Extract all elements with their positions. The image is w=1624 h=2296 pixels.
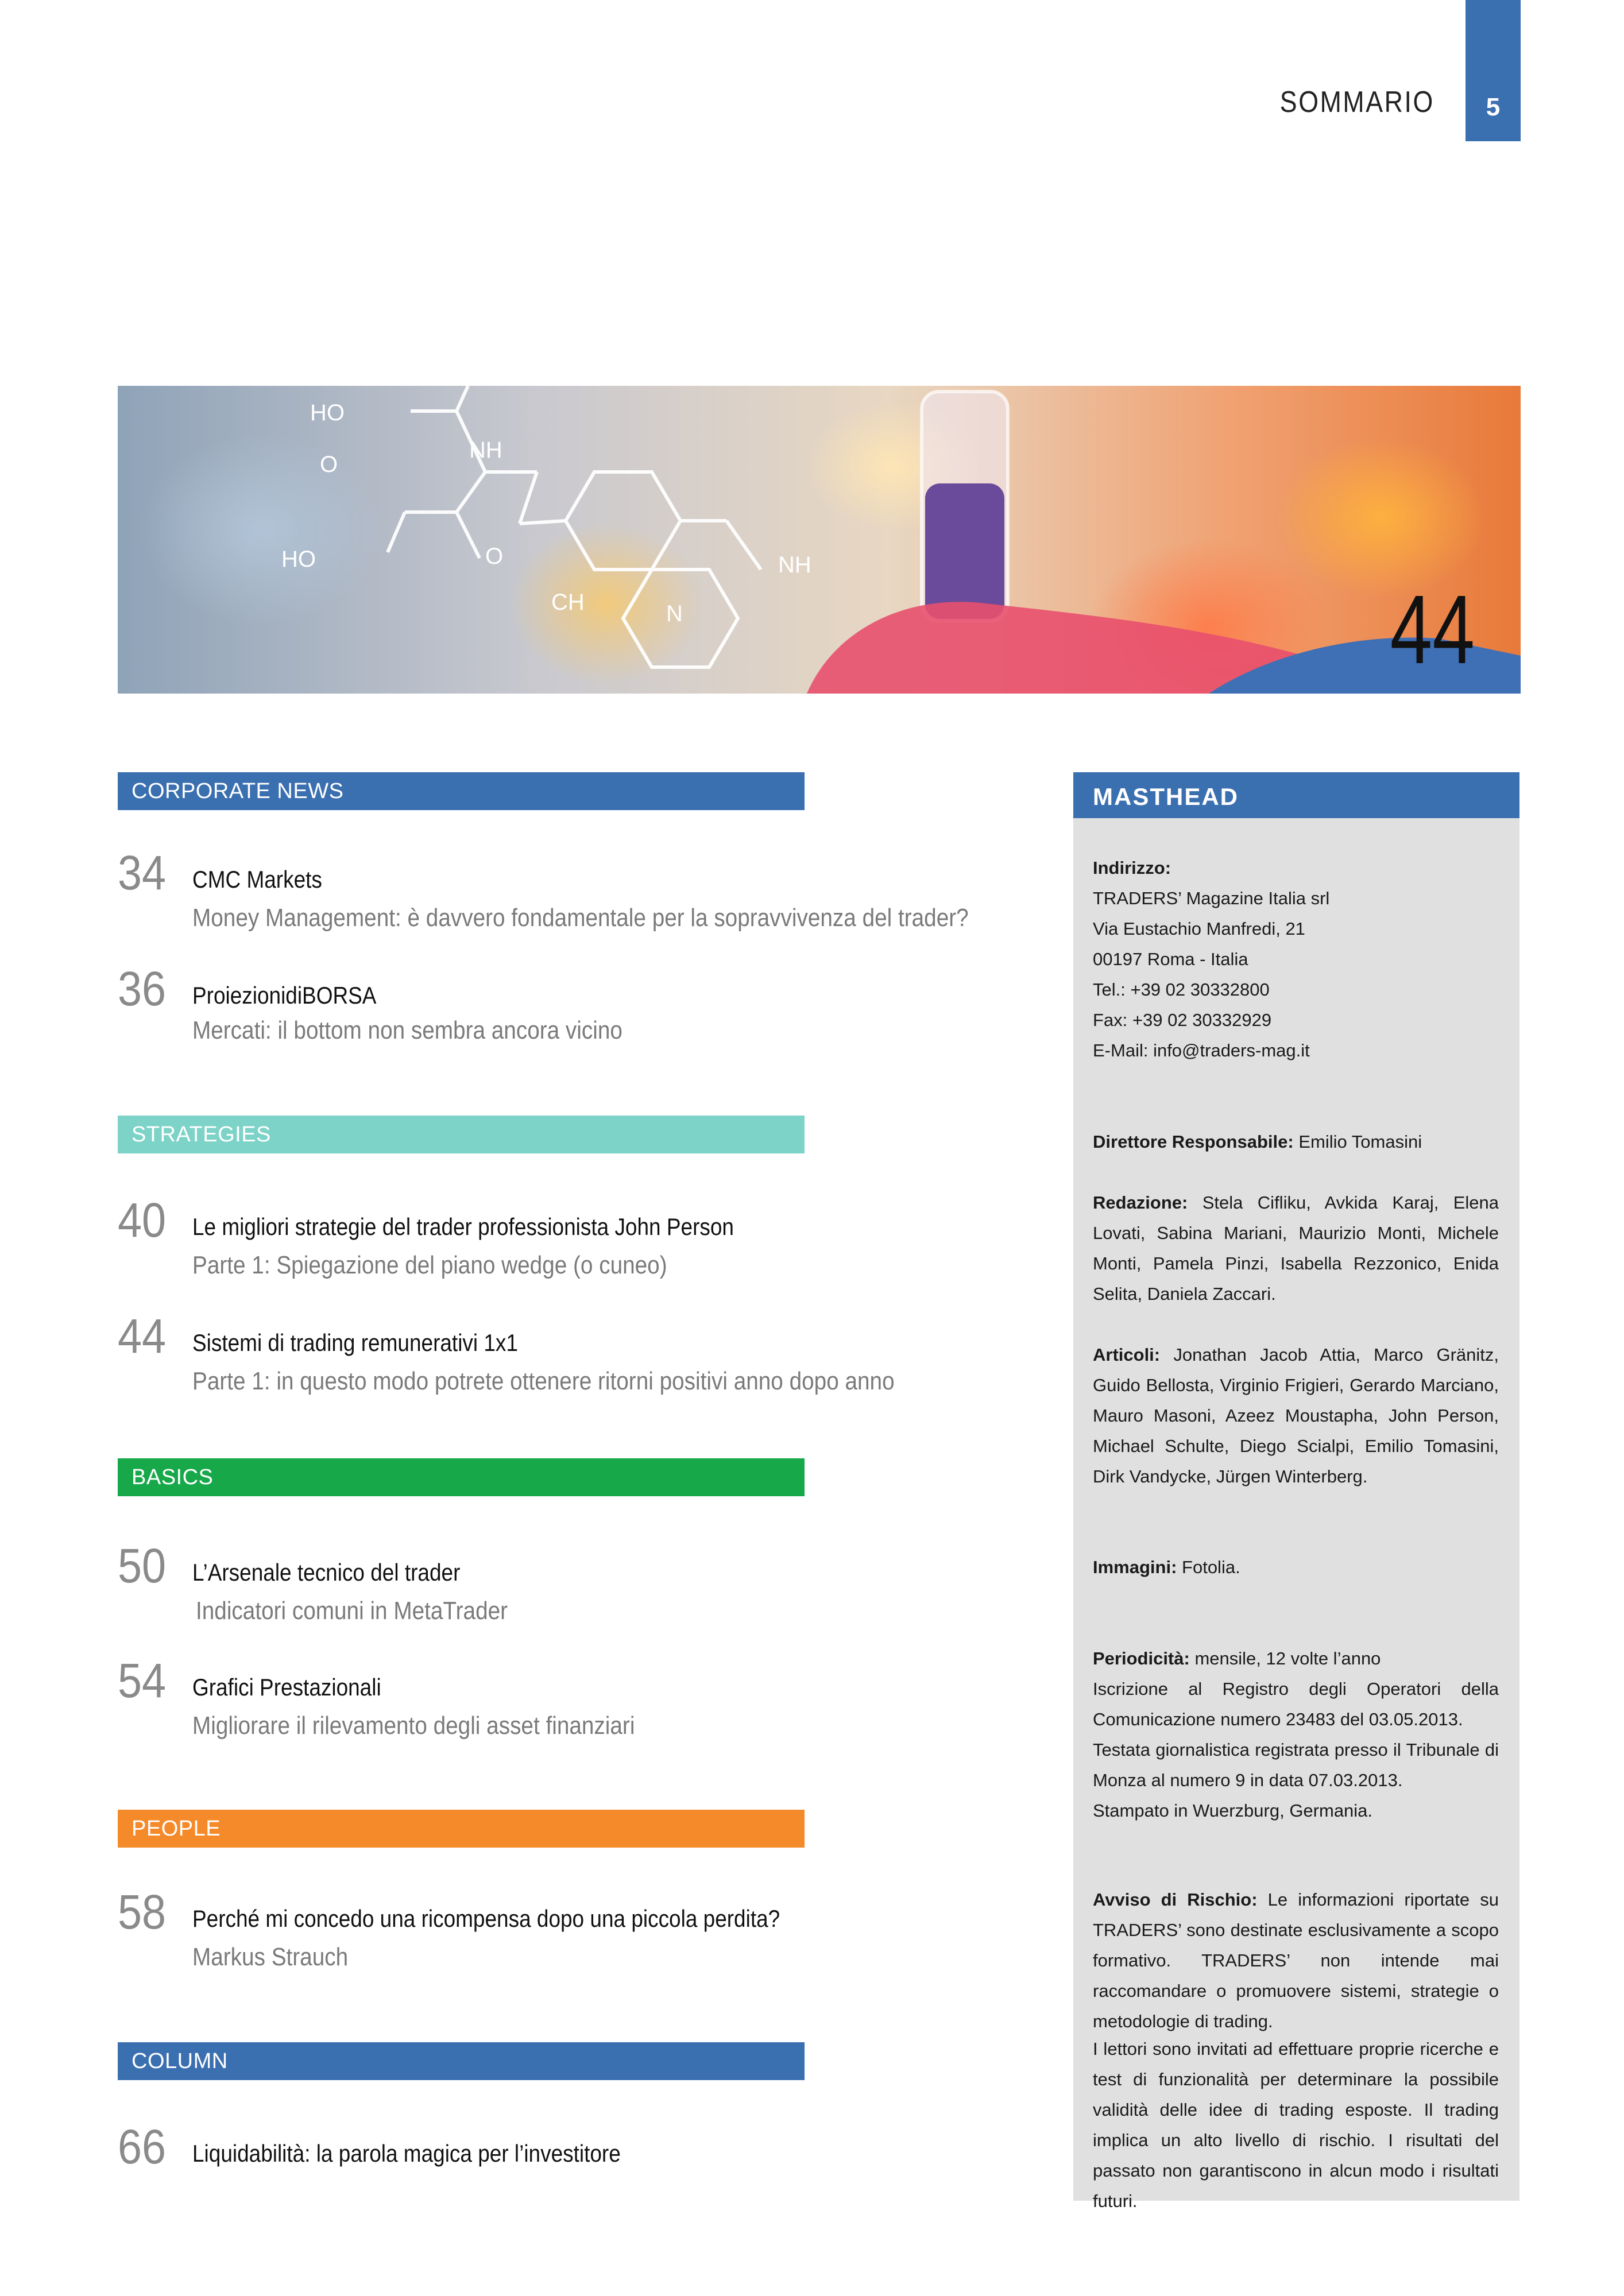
toc-subtitle: Money Management: è davvero fondamentale per la sopravvivenza del trader? bbox=[192, 904, 969, 932]
chem-label: HO bbox=[281, 547, 316, 572]
toc-title: Liquidabilità: la parola magica per l’investitore bbox=[192, 2140, 621, 2167]
editorial-names: Stela Cifliku, Avkida Karaj, Elena Lovati, Sabina Mariani, Maurizio Monti, Michele Monti, Pamela Pinzi, Isabella Rezzonico, Enida Selita, Daniela Zaccari. bbox=[1093, 1192, 1499, 1304]
director-label: Direttore Responsabile: bbox=[1093, 1132, 1294, 1152]
address-line: TRADERS’ Magazine Italia srl bbox=[1093, 888, 1330, 908]
masthead-title: MASTHEAD bbox=[1073, 772, 1519, 818]
chem-label: CH bbox=[551, 590, 585, 615]
toc-title: L’Arsenale tecnico del trader bbox=[192, 1559, 461, 1586]
address-line: 00197 Roma - Italia bbox=[1093, 949, 1248, 969]
toc-title: ProiezionidiBORSA bbox=[192, 982, 377, 1009]
masthead-address bbox=[1093, 853, 1499, 1066]
toc-subtitle: Parte 1: in questo modo potrete ottenere ritorni positivi anno dopo anno bbox=[192, 1367, 895, 1395]
masthead-risk bbox=[1093, 1884, 1499, 2036]
risk-text: Le informazioni riportate su TRADERS’ sono destinate esclusivamente a scopo formativo. TRADERS’ non intende mai raccomandare o promuovere sistemi, strategie o metodologie di trading. bbox=[1093, 1890, 1499, 2031]
registration-text: Iscrizione al Registro degli Operatori della Comunicazione numero 23483 del 03.05.2013. bbox=[1093, 1679, 1499, 1729]
toc-title: Grafici Prestazionali bbox=[192, 1674, 381, 1701]
address-label: Indirizzo: bbox=[1093, 858, 1171, 878]
toc-subtitle: Mercati: il bottom non sembra ancora vicino bbox=[192, 1016, 622, 1044]
masthead-articles bbox=[1093, 1339, 1499, 1492]
section-bar-people: PEOPLE bbox=[118, 1810, 805, 1848]
director-name: Emilio Tomasini bbox=[1298, 1132, 1422, 1152]
email[interactable]: E-Mail: info@traders-mag.it bbox=[1093, 1040, 1310, 1060]
chemical-structure-illustration bbox=[118, 386, 1521, 694]
toc-page-number: 36 bbox=[118, 962, 167, 1016]
articles-names: Jonathan Jacob Attia, Marco Gränitz, Guido Bellosta, Virginio Frigieri, Gerardo Marciano, Mauro Masoni, Azeez Moustapha, John Person, Michael Schulte, Diego Scialpi, Emilio Tomasini, Dirk Vandycke, Jürgen Winterberg. bbox=[1093, 1345, 1499, 1486]
chem-label: O bbox=[485, 544, 504, 569]
section-bar-strategies: STRATEGIES bbox=[118, 1116, 805, 1153]
masthead-editorial bbox=[1093, 1187, 1499, 1309]
toc-subtitle: Parte 1: Spiegazione del piano wedge (o cuneo) bbox=[192, 1251, 667, 1279]
chem-label: N bbox=[666, 601, 683, 626]
printed-text: Stampato in Wuerzburg, Germania. bbox=[1093, 1801, 1373, 1821]
masthead-images bbox=[1093, 1552, 1499, 1582]
toc-title: CMC Markets bbox=[192, 866, 322, 893]
page-number-tab bbox=[1466, 0, 1521, 141]
hero-page-reference: 44 bbox=[1390, 575, 1475, 684]
editorial-label: Redazione: bbox=[1093, 1192, 1188, 1213]
section-bar-corporate-news: CORPORATE NEWS bbox=[118, 772, 805, 810]
toc-page-number: 66 bbox=[118, 2120, 167, 2174]
masthead-panel bbox=[1073, 772, 1519, 2211]
risk-label: Avviso di Rischio: bbox=[1093, 1890, 1258, 1910]
periodicity-value: mensile, 12 volte l’anno bbox=[1194, 1648, 1381, 1668]
toc-page-number: 40 bbox=[118, 1193, 167, 1247]
toc-page-number: 54 bbox=[118, 1654, 167, 1708]
toc-title: Le migliori strategie del trader professionista John Person bbox=[192, 1213, 734, 1240]
toc-page-number: 34 bbox=[118, 846, 167, 900]
chem-label: NH bbox=[778, 552, 811, 578]
section-title: SOMMARIO bbox=[1279, 86, 1434, 119]
images-label: Immagini: bbox=[1093, 1557, 1177, 1577]
toc-subtitle: Migliorare il rilevamento degli asset finanziari bbox=[192, 1712, 635, 1740]
toc-subtitle: Markus Strauch bbox=[192, 1943, 349, 1971]
masthead-readers-note: I lettori sono invitati ad effettuare proprie ricerche e test di funzionalità per determinare la possibile validità delle idee di trading esposte. Il trading implica un alto livello di rischio. I risultati del passato non garantiscono in alcun modo i risultati futuri. bbox=[1093, 2039, 1499, 2211]
chem-label: HO bbox=[310, 400, 345, 425]
masthead-periodicity bbox=[1093, 1643, 1499, 1826]
fax: Fax: +39 02 30332929 bbox=[1093, 1010, 1272, 1030]
toc-page-number: 50 bbox=[118, 1539, 167, 1593]
tribunal-text: Testata giornalistica registrata presso il Tribunale di Monza al numero 9 in data 07.03.2013. bbox=[1093, 1740, 1499, 1790]
hero-image bbox=[118, 386, 1521, 694]
toc-page-number: 58 bbox=[118, 1885, 167, 1939]
masthead-director bbox=[1093, 1126, 1499, 1157]
images-source: Fotolia. bbox=[1182, 1557, 1240, 1577]
periodicity-label: Periodicità: bbox=[1093, 1648, 1190, 1668]
section-bar-basics: BASICS bbox=[118, 1458, 805, 1496]
address-line: Via Eustachio Manfredi, 21 bbox=[1093, 919, 1305, 939]
section-bar-column: COLUMN bbox=[118, 2042, 805, 2080]
page-number: 5 bbox=[1486, 93, 1501, 121]
toc-title: Perché mi concedo una ricompensa dopo una piccola perdita? bbox=[192, 1905, 780, 1932]
articles-label: Articoli: bbox=[1093, 1345, 1161, 1365]
toc-subtitle: Indicatori comuni in MetaTrader bbox=[196, 1597, 508, 1625]
chem-label: NH bbox=[469, 437, 502, 463]
chem-label: O bbox=[320, 452, 338, 477]
toc-page-number: 44 bbox=[118, 1309, 167, 1363]
phone: Tel.: +39 02 30332800 bbox=[1093, 979, 1270, 1000]
toc-title: Sistemi di trading remunerativi 1x1 bbox=[192, 1329, 518, 1356]
